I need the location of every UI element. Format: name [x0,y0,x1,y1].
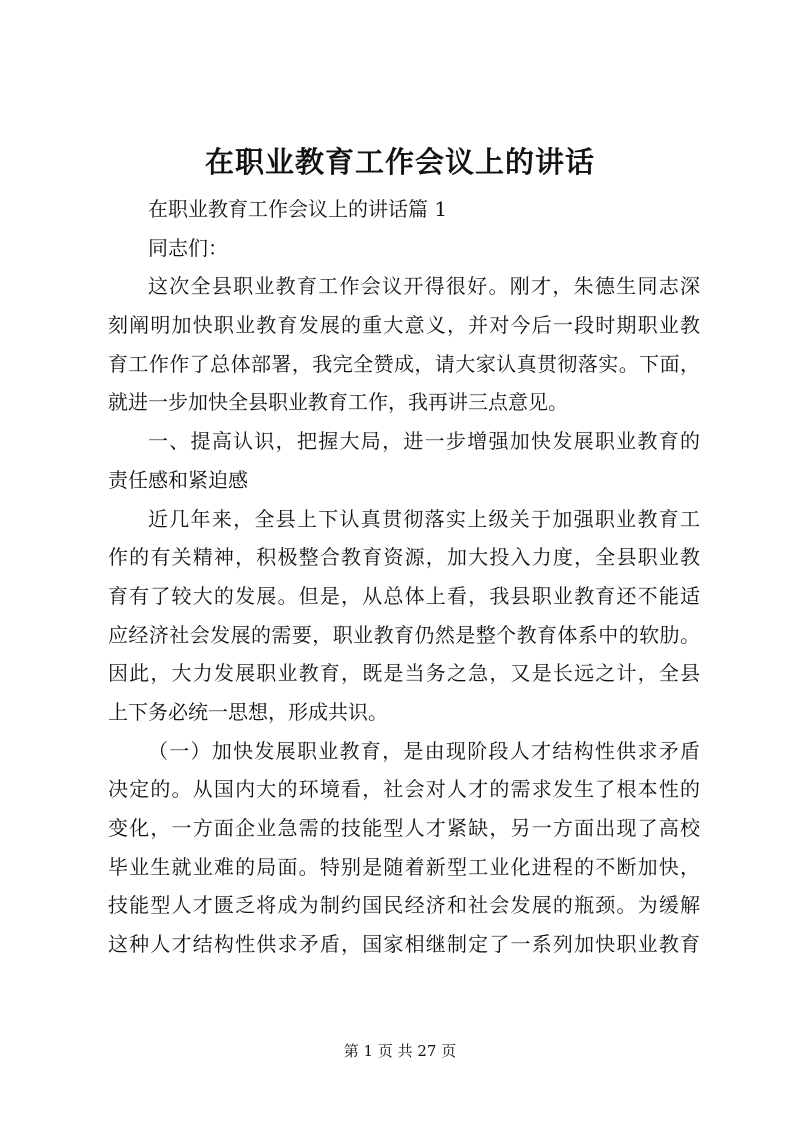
body-line: 育工作作了总体部署，我完全赞成，请大家认真贯彻落实。下面， [108,351,700,376]
body-line: 变化，一方面企业急需的技能型人才紧缺，另一方面出现了高校 [108,816,700,840]
body-line: 上下务必统一思想，形成共识。 [108,699,388,724]
document-body [108,190,700,964]
body-line: 育有了较大的发展。但是，从总体上看，我县职业教育还不能适 [108,583,700,608]
body-line: 技能型人才匮乏将成为制约国民经济和社会发展的瓶颈。为缓解 [108,893,700,918]
body-line: 决定的。从国内大的环境看，社会对人才的需求发生了根本性的 [108,777,700,802]
body-line: 就进一步加快全县职业教育工作，我再讲三点意见。 [108,390,568,415]
body-line: 应经济社会发展的需要，职业教育仍然是整个教育体系中的软肋。 [108,622,700,647]
page-number-footer: 第 1 页 共 27 页 [343,1042,457,1060]
body-line: 刻阐明加快职业教育发展的重大意义，并对今后一段时期职业教 [108,313,700,338]
body-line: 同志们： [148,235,228,260]
body-line: 这次全县职业教育工作会议开得很好。刚才，朱德生同志深 [148,274,700,299]
body-line: 近几年来，全县上下认真贯彻落实上级关于加强职业教育工 [148,506,700,531]
body-line: 因此，大力发展职业教育，既是当务之急，又是长远之计，全县 [108,661,700,686]
body-line: 作的有关精神，积极整合教育资源，加大投入力度，全县职业教 [108,545,700,570]
body-line: 在职业教育工作会议上的讲话篇 1 [148,197,448,221]
body-line: 这种人才结构性供求矛盾，国家相继制定了一系列加快职业教育 [108,932,700,957]
body-line: 一、提高认识，把握大局，进一步增强加快发展职业教育的 [148,429,700,454]
body-line: （一）加快发展职业教育，是由现阶段人才结构性供求矛盾 [148,738,700,763]
body-line: 毕业生就业难的局面。特别是随着新型工业化进程的不断加快， [108,854,700,879]
body-line: 责任感和紧迫感 [108,467,248,492]
document-title: 在职业教育工作会议上的讲话 [204,145,595,179]
